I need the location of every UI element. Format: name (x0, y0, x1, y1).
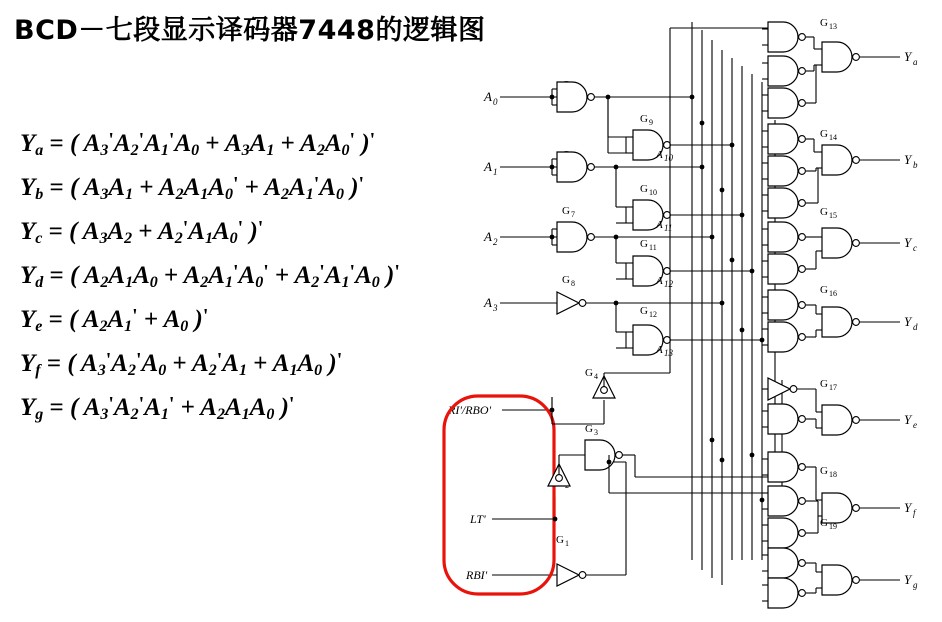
svg-text:18: 18 (829, 470, 837, 479)
gate-G11 (626, 238, 692, 289)
equation-Yb: $Y_b$ = ( $A_3A_1 + A_2A_1A_0' + A_2A_1'A_0$ )' (20, 173, 365, 203)
input-LT (469, 497, 555, 526)
svg-text:A: A (484, 229, 492, 244)
svg-text:12: 12 (664, 279, 673, 289)
svg-text:19: 19 (829, 522, 837, 531)
svg-text:A: A (484, 89, 492, 104)
svg-text:c: c (913, 243, 917, 253)
svg-text:1: 1 (493, 167, 498, 177)
input-A1 (483, 159, 557, 177)
svg-text:Y: Y (904, 235, 912, 250)
svg-text:0: 0 (493, 97, 498, 107)
svg-text:G: G (820, 378, 828, 390)
svg-text:A: A (484, 295, 492, 310)
svg-text:16: 16 (829, 289, 837, 298)
svg-text:G: G (562, 205, 570, 217)
svg-text:a: a (913, 57, 918, 67)
svg-text:RBI': RBI' (466, 568, 488, 582)
input-RBI (465, 568, 557, 582)
svg-text:G: G (640, 113, 648, 125)
svg-text:G: G (820, 128, 828, 140)
svg-text:11: 11 (649, 243, 657, 252)
svg-text:Y: Y (904, 500, 912, 515)
svg-text:3: 3 (493, 303, 498, 313)
gate-G10 (626, 183, 692, 233)
svg-text:d: d (913, 322, 918, 332)
svg-text:A: A (656, 219, 663, 231)
svg-text:G: G (562, 274, 570, 286)
svg-text:1: 1 (565, 539, 569, 548)
output-stage (797, 17, 918, 595)
gate-G7 (552, 205, 630, 252)
gate-G5 (552, 79, 630, 112)
gate-G12 (626, 305, 692, 358)
svg-text:Y: Y (904, 412, 912, 427)
svg-text:G: G (820, 517, 828, 529)
svg-text:G: G (820, 17, 828, 29)
page-title: BCD－七段显示译码器7448的逻辑图 (14, 15, 486, 46)
equation-Ya: $Y_a$ = ( $A_3'A_2'A_1'A_0 + A_3A_1 + A_2A_0'$ )' (20, 129, 376, 159)
svg-text:G: G (640, 238, 648, 250)
svg-text:G: G (640, 305, 648, 317)
svg-text:A: A (656, 149, 663, 161)
and-array (762, 22, 805, 608)
svg-text:f: f (913, 508, 916, 518)
svg-text:A: A (656, 344, 663, 356)
svg-text:RI'/RBO': RI'/RBO' (448, 403, 492, 417)
gate-G8 (557, 274, 630, 314)
svg-text:LT': LT' (470, 512, 486, 526)
svg-text:15: 15 (829, 211, 837, 220)
equation-Yc: $Y_c$ = ( $A_3A_2 + A_2'A_1A_0'$ )' (20, 217, 264, 247)
svg-text:G: G (640, 183, 648, 195)
svg-text:G: G (820, 465, 828, 477)
svg-text:A: A (484, 159, 492, 174)
gate-G9 (626, 113, 692, 163)
svg-text:Y: Y (904, 314, 912, 329)
svg-text:A: A (656, 275, 663, 287)
highlight-box (444, 396, 554, 594)
input-A0 (483, 89, 557, 107)
svg-text:G: G (585, 423, 593, 435)
svg-text:10: 10 (649, 188, 657, 197)
svg-text:G: G (556, 534, 564, 546)
svg-text:G: G (820, 284, 828, 296)
gate-G4 (552, 367, 615, 424)
input-A3 (483, 295, 557, 313)
svg-text:G: G (585, 367, 593, 379)
logic-circuit-diagram (430, 0, 942, 622)
svg-text:10: 10 (664, 153, 673, 163)
svg-text:Y: Y (904, 152, 912, 167)
gate-G3 (585, 423, 635, 477)
gate-G6 (552, 149, 630, 182)
equation-Yg: $Y_g$ = ( $A_3'A_2'A_1' + A_2A_1A_0$ )' (20, 393, 295, 423)
input-A2 (483, 229, 557, 247)
svg-text:Y: Y (904, 49, 912, 64)
svg-text:9: 9 (649, 118, 653, 127)
svg-text:Y: Y (904, 572, 912, 587)
svg-text:3: 3 (594, 428, 598, 437)
svg-text:7: 7 (571, 210, 575, 219)
svg-text:13: 13 (664, 348, 673, 358)
svg-text:11: 11 (664, 223, 673, 233)
svg-text:14: 14 (829, 133, 837, 142)
equation-Ye: $Y_e$ = ( $A_2A_1' + A_0$ )' (20, 305, 209, 335)
svg-text:4: 4 (594, 372, 598, 381)
svg-text:e: e (913, 420, 917, 430)
svg-text:17: 17 (829, 383, 837, 392)
svg-text:G: G (820, 206, 828, 218)
equation-Yd: $Y_d$ = ( $A_2A_1A_0 + A_2A_1'A_0' + A_2'A_1'A_0$ )' (20, 261, 400, 291)
svg-text:8: 8 (571, 279, 575, 288)
equation-list (20, 118, 460, 426)
svg-text:g: g (913, 580, 918, 590)
svg-text:12: 12 (649, 310, 657, 319)
svg-text:13: 13 (829, 22, 837, 31)
svg-text:2: 2 (493, 237, 498, 247)
svg-text:b: b (913, 160, 918, 170)
equation-Yf: $Y_f$ = ( $A_3'A_2'A_0 + A_2'A_1 + A_1A_0$ )' (20, 349, 343, 379)
